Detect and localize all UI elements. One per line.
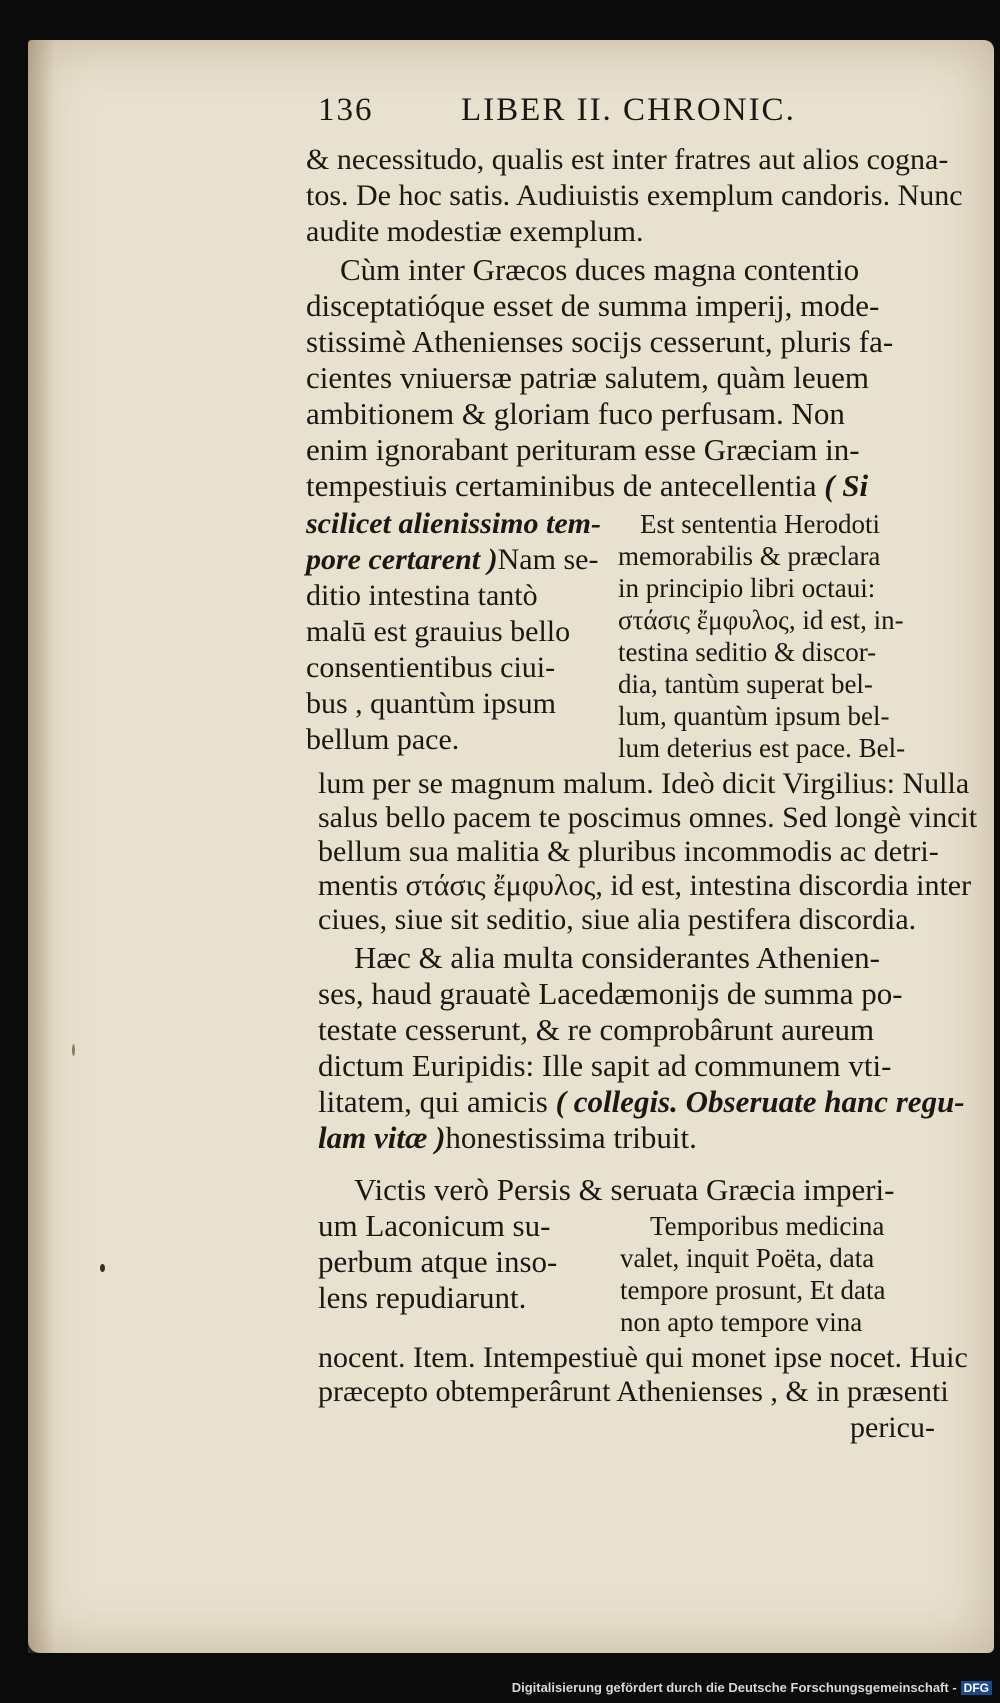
right-column-line: lum deterius est pace. Bel- xyxy=(618,733,906,763)
right-column-line: in principio libri octaui: xyxy=(618,573,876,603)
text-line: bellum sua malitia & pluribus incommodis ac detri- xyxy=(318,835,939,868)
text-line: nocent. Item. Intempestiuè qui monet ipse nocet. Huic xyxy=(318,1341,968,1374)
right-column-line: valet, inquit Poëta, data xyxy=(620,1243,875,1273)
text-line: ambitionem & gloriam fuco perfusam. Non xyxy=(306,396,845,431)
text-line xyxy=(318,1120,697,1156)
text-line xyxy=(306,468,868,504)
right-column-line: Est sententia Herodoti xyxy=(640,509,880,539)
italic-span: lam vitæ ) xyxy=(318,1120,446,1155)
italic-span: pore certarent ) xyxy=(306,543,498,576)
left-column-line: consentientibus ciui- xyxy=(306,651,556,684)
text-line: ciues, siue sit seditio, siue alia pestifera discordia. xyxy=(318,903,917,936)
text-line: stissimè Athenienses socijs cesserunt, pluris fa- xyxy=(306,324,894,359)
text-line: salus bello pacem te poscimus omnes. Sed longè vincit xyxy=(318,801,978,834)
text-line: mentis στάσις ἔμφυλος, id est, intestina discordia inter xyxy=(318,869,972,902)
page-number: 136 xyxy=(318,92,374,128)
left-column-line: bus , quantùm ipsum xyxy=(306,687,557,720)
left-column-line: scilicet alienissimo tem- xyxy=(306,507,601,540)
italic-span: ( Si xyxy=(824,468,869,503)
text-line: audite modestiæ exemplum. xyxy=(306,215,644,248)
catchword: pericu- xyxy=(850,1411,935,1444)
text-line xyxy=(318,1084,965,1120)
right-column-line: non apto tempore vina xyxy=(620,1307,863,1337)
text-line: Victis verò Persis & seruata Græcia imperi- xyxy=(354,1172,895,1207)
running-title: LIBER II. CHRONIC. xyxy=(461,92,796,128)
ink-speck xyxy=(100,1264,105,1272)
text-span: litatem, qui amicis xyxy=(318,1084,548,1119)
italic-span: ( collegis. Obseruate hanc regu- xyxy=(555,1084,965,1119)
left-column-line: malū est grauius bello xyxy=(306,615,571,648)
text-line: cientes vniuersæ patriæ salutem, quàm leuem xyxy=(306,360,870,395)
text-span: honestissima tribuit. xyxy=(445,1120,697,1155)
text-line: Hæc & alia multa considerantes Athenien- xyxy=(354,940,880,975)
paper-mark xyxy=(72,1044,75,1056)
text-line: ses, haud grauatè Lacedæmonijs de summa po- xyxy=(318,976,903,1011)
right-column-line: dia, tantùm superat bel- xyxy=(618,669,873,699)
left-column-line: lens repudiarunt. xyxy=(318,1280,527,1315)
left-column-line: bellum pace. xyxy=(306,723,460,756)
left-column-line: ditio intestina tantò xyxy=(306,579,538,612)
text-line: Cùm inter Græcos duces magna contentio xyxy=(340,252,860,287)
dfg-logo: DFG xyxy=(961,1681,992,1695)
left-column-line xyxy=(306,542,598,578)
text-span: tempestiuis certaminibus de antecellentia xyxy=(306,468,817,503)
right-column-line: tempore prosunt, Et data xyxy=(620,1275,886,1305)
text-line: & necessitudo, qualis est inter fratres aut alios cogna- xyxy=(306,143,949,176)
book-page xyxy=(28,40,994,1653)
text-line: tos. De hoc satis. Audiuistis exemplum candoris. Nunc xyxy=(306,179,963,212)
text-line: testate cesserunt, & re comprobârunt aureum xyxy=(318,1012,875,1047)
digitization-credit xyxy=(0,1680,992,1695)
text-line: disceptatióque esset de summa imperij, mode- xyxy=(306,288,880,323)
right-column-line: Temporibus medicina xyxy=(650,1211,885,1241)
text-line: præcepto obtemperârunt Athenienses , & in præsenti xyxy=(318,1375,949,1408)
text-line: dictum Euripidis: Ille sapit ad communem vti- xyxy=(318,1048,892,1083)
right-column-line: στάσις ἔμφυλος, id est, in- xyxy=(618,605,904,635)
text-line: enim ignorabant perituram esse Græciam in- xyxy=(306,432,860,467)
right-column-line: memorabilis & præclara xyxy=(618,541,881,571)
footer-text: Digitalisierung gefördert durch die Deutsche Forschungsgemeinschaft - xyxy=(511,1680,957,1695)
left-column-line: perbum atque inso- xyxy=(318,1244,558,1279)
text-span: Nam se- xyxy=(497,543,599,576)
right-column-line: testina seditio & discor- xyxy=(618,637,877,667)
left-column-line: um Laconicum su- xyxy=(318,1208,551,1243)
right-column-line: lum, quantùm ipsum bel- xyxy=(618,701,890,731)
text-line: lum per se magnum malum. Ideò dicit Virgilius: Nulla xyxy=(318,767,970,800)
